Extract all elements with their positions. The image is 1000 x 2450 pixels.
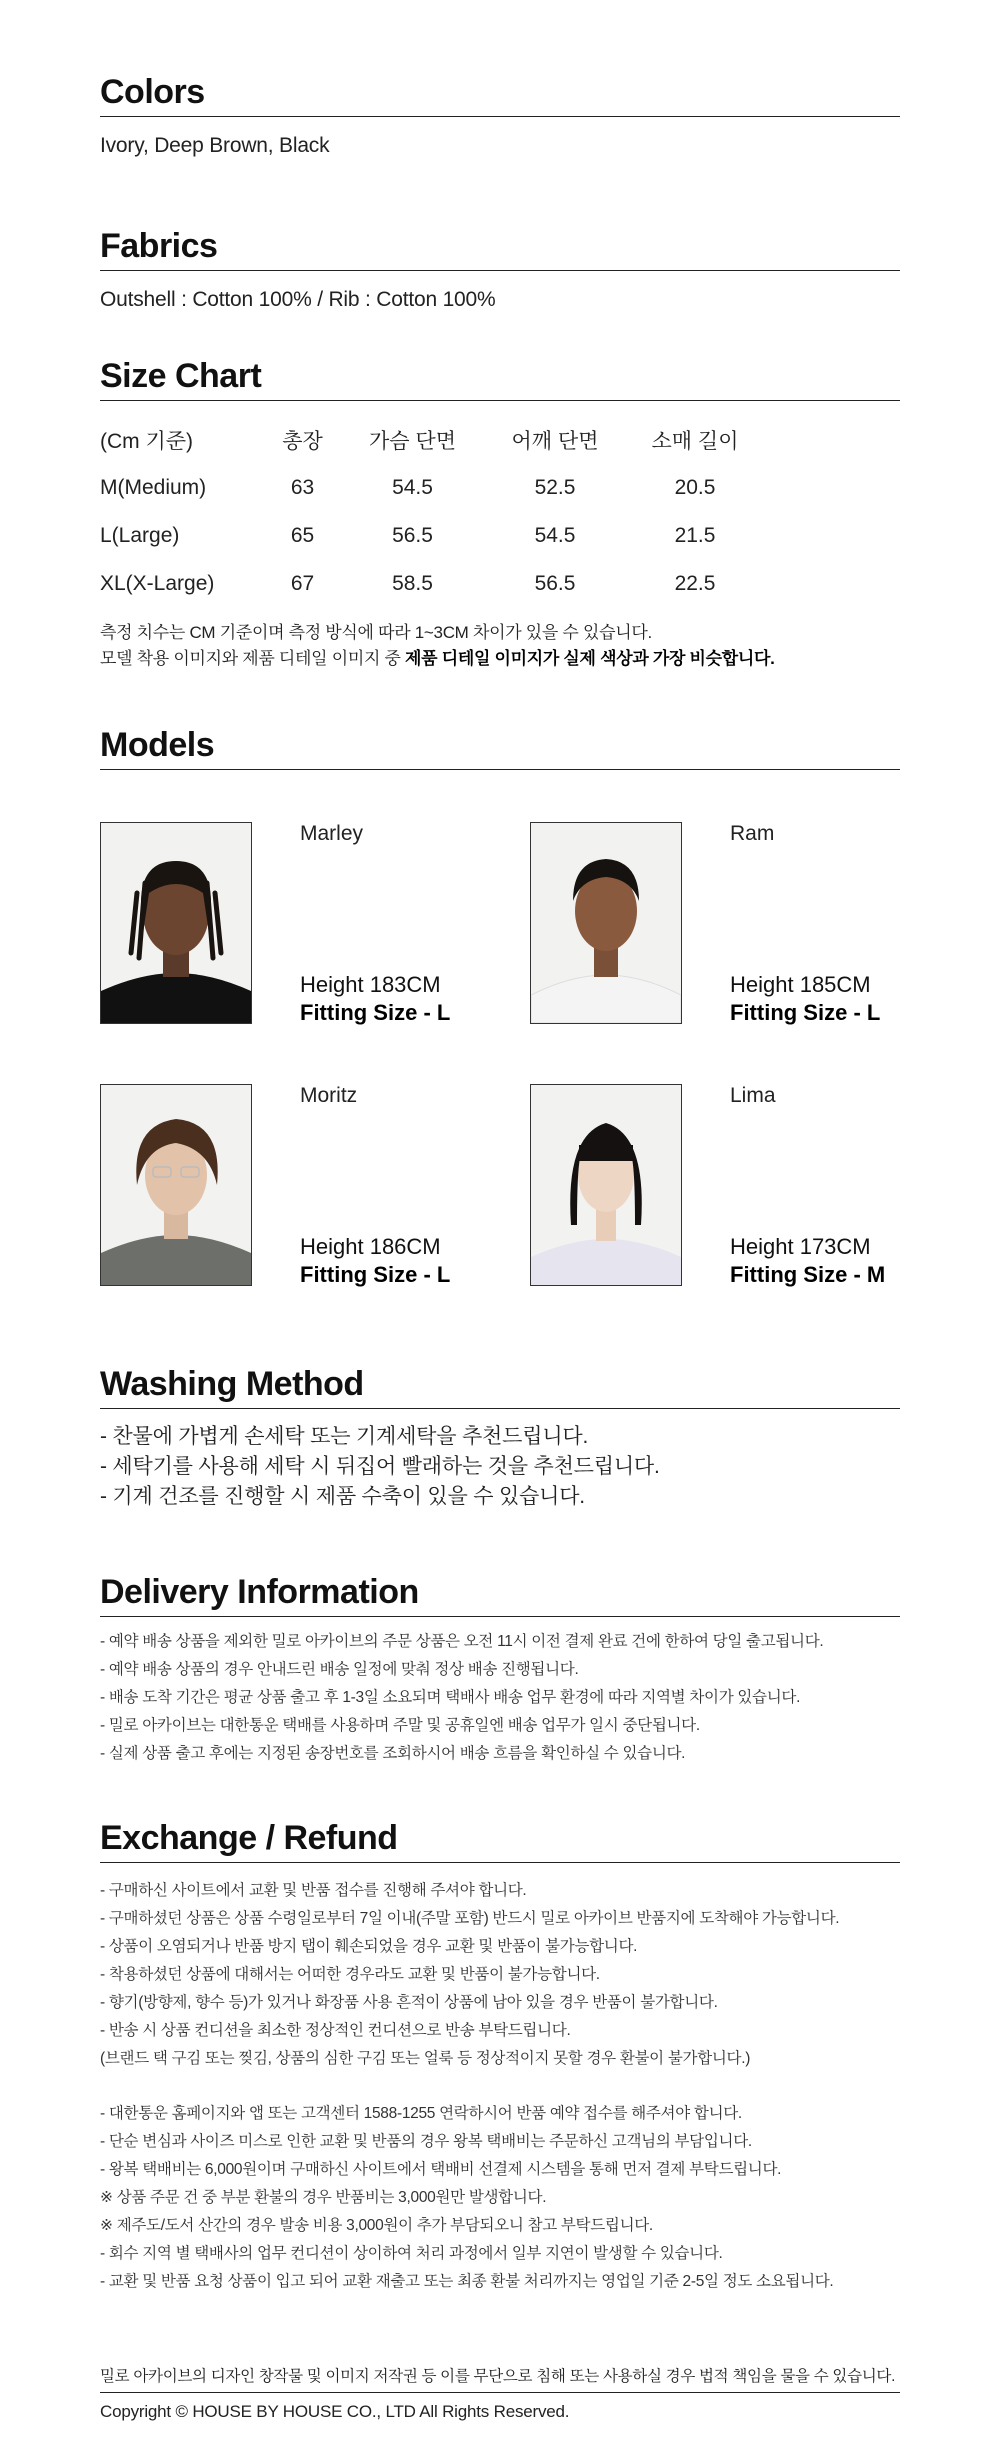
size-table-header — [100, 416, 765, 464]
size-note — [100, 620, 775, 672]
list-item: - 찬물에 가볍게 손세탁 또는 기계세탁을 추천드립니다. — [100, 1425, 589, 1448]
list-item: - 기계 건조를 진행할 시 제품 수축이 있을 수 있습니다. — [100, 1485, 585, 1508]
size-cell: 67 — [290, 572, 315, 595]
size-cell: 21.5 — [674, 524, 716, 547]
model-fitting-size: Fitting Size - L — [300, 1000, 451, 1025]
model-height: Height 173CM — [730, 1234, 871, 1259]
exchange-title: Exchange / Refund — [100, 1818, 900, 1863]
size-cell: 56.5 — [534, 572, 576, 595]
copyright-notice: 밀로 아카이브의 디자인 창작물 및 이미지 저작권 등 이를 무단으로 침해 또는 사용하실 경우 법적 책임을 물을 수 있습니다. — [100, 2368, 896, 2385]
list-item: - 단순 변심과 사이즈 미스로 인한 교환 및 반품의 경우 왕복 택배비는 주문하신 고객님의 부담입니다. — [100, 2133, 752, 2150]
model-portrait-icon — [101, 1085, 251, 1285]
model-card-lima — [530, 1084, 930, 1289]
model-name: Marley — [300, 822, 364, 845]
colors-title: Colors — [100, 72, 900, 117]
model-photo-marley — [100, 822, 252, 1024]
size-header-cell: 어깨 단면 — [511, 430, 599, 453]
size-header-cell: (Cm 기준) — [100, 430, 194, 453]
list-item: - 배송 도착 기간은 평균 상품 출고 후 1-3일 소요되며 택배사 배송 업무 환경에 따라 지역별 차이가 있습니다. — [100, 1689, 801, 1706]
footer-divider — [100, 2392, 900, 2393]
model-height: Height 185CM — [730, 972, 871, 997]
size-cell: 54.5 — [534, 524, 576, 547]
list-item: - 향기(방향제, 향수 등)가 있거나 화장품 사용 흔적이 상품에 남아 있을 경우 반품이 불가합니다. — [100, 1994, 718, 2011]
size-table-row — [100, 464, 765, 512]
size-chart-title: Size Chart — [100, 356, 900, 401]
size-header-cell: 가슴 단면 — [369, 430, 456, 453]
delivery-list — [100, 1628, 823, 1768]
size-note-line2-plain: 모델 착용 이미지와 제품 디테일 이미지 중 — [100, 649, 406, 668]
list-item: - 예약 배송 상품의 경우 안내드린 배송 일정에 맞춰 정상 배송 진행됩니다. — [100, 1661, 579, 1678]
model-height: Height 183CM — [300, 972, 441, 997]
colors-value: Ivory, Deep Brown, Black — [100, 134, 330, 157]
model-card-ram — [530, 822, 930, 1027]
fabrics-value: Outshell : Cotton 100% / Rib : Cotton 100% — [100, 288, 496, 311]
model-fitting-size: Fitting Size - M — [730, 1262, 886, 1287]
washing-title: Washing Method — [100, 1364, 900, 1409]
list-item: - 대한통운 홈페이지와 앱 또는 고객센터 1588-1255 연락하시어 반품 예약 접수를 해주셔야 합니다. — [100, 2105, 742, 2122]
list-item: - 반송 시 상품 컨디션을 최소한 정상적인 컨디션으로 반송 부탁드립니다. — [100, 2022, 571, 2039]
list-item: - 교환 및 반품 요청 상품이 입고 되어 교환 재출고 또는 최종 환불 처리까지는 영업일 기준 2-5일 정도 소요됩니다. — [100, 2273, 834, 2290]
size-cell: L(Large) — [100, 524, 180, 547]
size-cell: M(Medium) — [100, 476, 207, 499]
list-item: - 실제 상품 출고 후에는 지정된 송장번호를 조회하시어 배송 흐름을 확인하실 수 있습니다. — [100, 1745, 686, 1762]
model-photo-moritz — [100, 1084, 252, 1286]
model-fitting-size: Fitting Size - L — [730, 1000, 881, 1025]
size-cell: XL(X-Large) — [100, 572, 215, 595]
size-cell: 22.5 — [674, 572, 716, 595]
size-table-row — [100, 512, 765, 560]
model-photo-ram — [530, 822, 682, 1024]
size-header-cell: 소매 길이 — [651, 430, 739, 453]
list-item: - 회수 지역 별 택배사의 업무 컨디션이 상이하여 처리 과정에서 일부 지연이 발생할 수 있습니다. — [100, 2245, 723, 2262]
model-portrait-icon — [531, 823, 681, 1023]
list-item: - 구매하신 사이트에서 교환 및 반품 접수를 진행해 주셔야 합니다. — [100, 1882, 527, 1899]
model-name: Moritz — [300, 1084, 358, 1107]
list-item: (브랜드 택 구김 또는 찢김, 상품의 심한 구김 또는 얼룩 등 정상적이지 못할 경우 환불이 불가합니다.) — [100, 2050, 751, 2067]
list-item: - 착용하셨던 상품에 대해서는 어떠한 경우라도 교환 및 반품이 불가능합니다. — [100, 1966, 600, 1983]
size-cell: 52.5 — [534, 476, 576, 499]
size-header-cell: 총장 — [282, 430, 323, 453]
size-table-row — [100, 560, 765, 608]
model-name: Lima — [730, 1084, 776, 1107]
list-item: - 구매하셨던 상품은 상품 수령일로부터 7일 이내(주말 포함) 반드시 밀로 아카이브 반품지에 도착해야 가능합니다. — [100, 1910, 840, 1927]
list-item: - 예약 배송 상품을 제외한 밀로 아카이브의 주문 상품은 오전 11시 이전 결제 완료 건에 한하여 당일 출고됩니다. — [100, 1633, 824, 1650]
size-cell: 65 — [290, 524, 315, 547]
model-photo-lima — [530, 1084, 682, 1286]
model-portrait-icon — [531, 1085, 681, 1285]
size-cell: 56.5 — [392, 524, 433, 547]
size-cell: 58.5 — [392, 572, 433, 595]
model-height: Height 186CM — [300, 1234, 441, 1259]
copyright-text: Copyright © HOUSE BY HOUSE CO., LTD All Rights Reserved. — [100, 2402, 570, 2421]
size-cell: 20.5 — [674, 476, 716, 499]
list-item: - 세탁기를 사용해 세탁 시 뒤집어 빨래하는 것을 추천드립니다. — [100, 1455, 660, 1478]
list-item: - 왕복 택배비는 6,000원이며 구매하신 사이트에서 택배비 선결제 시스템을 통해 먼저 결제 부탁드립니다. — [100, 2161, 782, 2178]
model-card-marley — [100, 822, 500, 1027]
size-note-line1: 측정 치수는 CM 기준이며 측정 방식에 따라 1~3CM 차이가 있을 수 있습니다. — [100, 623, 652, 642]
exchange-list-1 — [100, 1877, 839, 2073]
list-item: ※ 제주도/도서 산간의 경우 발송 비용 3,000원이 추가 부담되오니 참고 부탁드립니다. — [100, 2217, 653, 2234]
fabrics-title: Fabrics — [100, 226, 900, 271]
size-cell: 63 — [290, 476, 315, 499]
size-note-line2-bold: 제품 디테일 이미지가 실제 색상과 가장 비슷합니다. — [405, 649, 775, 668]
model-card-moritz — [100, 1084, 500, 1289]
model-portrait-icon — [101, 823, 251, 1023]
list-item: - 밀로 아카이브는 대한통운 택배를 사용하며 주말 및 공휴일엔 배송 업무가 일시 중단됩니다. — [100, 1717, 700, 1734]
size-cell: 54.5 — [392, 476, 433, 499]
delivery-title: Delivery Information — [100, 1572, 900, 1617]
list-item: ※ 상품 주문 건 중 부분 환불의 경우 반품비는 3,000원만 발생합니다. — [100, 2189, 547, 2206]
list-item: - 상품이 오염되거나 반품 방지 탭이 훼손되었을 경우 교환 및 반품이 불가능합니다. — [100, 1938, 638, 1955]
washing-list — [100, 1422, 660, 1512]
exchange-list-2 — [100, 2100, 833, 2296]
model-fitting-size: Fitting Size - L — [300, 1262, 451, 1287]
models-title: Models — [100, 725, 900, 770]
size-table — [100, 416, 765, 608]
model-name: Ram — [730, 822, 775, 845]
size-note-line2 — [100, 646, 775, 672]
